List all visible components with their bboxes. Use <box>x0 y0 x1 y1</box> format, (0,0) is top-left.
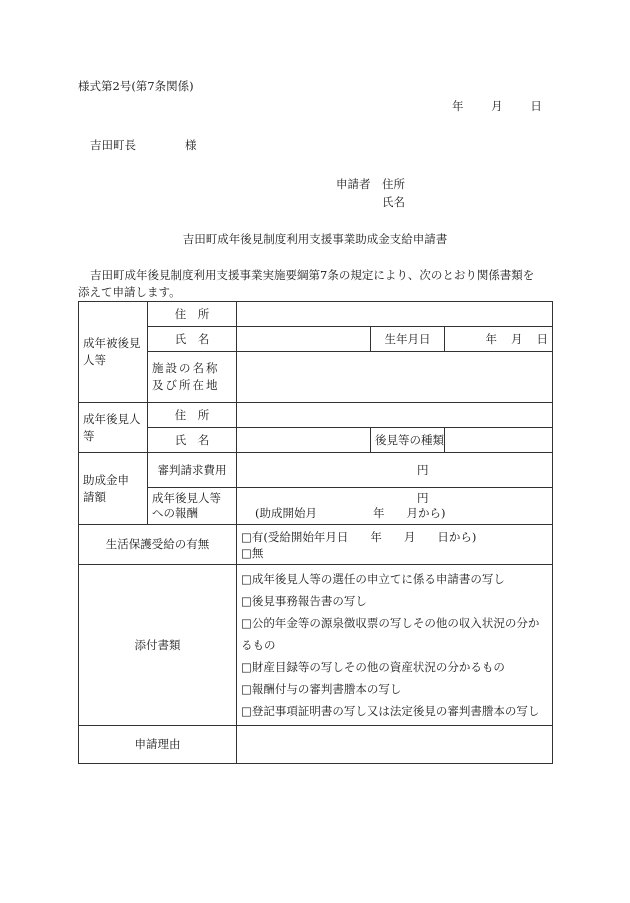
date-day: 日 <box>530 99 542 113</box>
guardian-address-row <box>79 403 553 428</box>
welfare-yes-checkbox[interactable]: □有(受給開始年月日 年 月 日から) <box>241 529 477 544</box>
ward-facility-row <box>79 352 553 403</box>
guardian-group-label: 成年後見人等 <box>79 403 148 453</box>
ward-name-label: 氏 名 <box>148 327 237 352</box>
ward-name-field[interactable] <box>237 327 371 352</box>
facility-label: 施設の名称及び所在地 <box>148 352 237 403</box>
trial-fee-field[interactable]: 円 <box>237 453 553 488</box>
remuneration-label: 成年後見人等への報酬 <box>148 488 237 525</box>
reason-label: 申請理由 <box>79 726 237 764</box>
applicant-name-label: 氏名 <box>382 195 405 209</box>
date-line <box>452 99 542 113</box>
guardian-name-field[interactable] <box>237 428 371 453</box>
facility-field[interactable] <box>237 352 553 403</box>
applicant-address-label: 住所 <box>382 177 405 191</box>
guardian-name-label: 氏 名 <box>148 428 237 453</box>
welfare-options <box>237 525 553 565</box>
welfare-row <box>79 525 553 565</box>
date-year: 年 <box>452 99 464 113</box>
guardian-address-field[interactable] <box>237 403 553 428</box>
welfare-no-checkbox[interactable]: □無 <box>241 545 264 560</box>
birth-date-field[interactable]: 年 月 日 <box>445 327 553 352</box>
attachment-item-4[interactable]: □財産目録等の写しその他の資産状況の分かるもの <box>241 660 505 674</box>
honorific: 様 <box>185 138 197 152</box>
reason-row <box>79 726 553 764</box>
document-title: 吉田町成年後見制度利用支援事業助成金支給申請書 <box>182 232 448 246</box>
remuneration-row <box>79 488 553 525</box>
guardianship-type-field[interactable] <box>445 428 553 453</box>
attachments-label: 添付書類 <box>79 565 237 726</box>
applicant-label: 申請者 <box>336 177 371 191</box>
attachment-item-2[interactable]: □後見事務報告書の写し <box>241 594 367 608</box>
guardian-name-row <box>79 428 553 453</box>
date-month: 月 <box>491 99 503 113</box>
addressee: 吉田町長 <box>90 138 136 152</box>
attachment-item-1[interactable]: □成年後見人等の選任の申立てに係る申請書の写し <box>241 572 505 586</box>
guardian-address-label: 住 所 <box>148 403 237 428</box>
ward-address-label: 住 所 <box>148 302 237 327</box>
attachment-item-3[interactable]: □公的年金等の源泉徴収票の写しその他の収入状況の分かるもの <box>241 616 540 652</box>
reason-field[interactable] <box>237 726 553 764</box>
intro-line-1: 吉田町成年後見制度利用支援事業実施要綱第7条の規定により、次のとおり関係書類を <box>90 268 535 282</box>
intro-line-2: 添えて申請します。 <box>78 285 181 299</box>
form-number: 様式第2号(第7条関係) <box>78 79 194 93</box>
birth-date-label: 生年月日 <box>371 327 445 352</box>
attachments-list <box>237 565 553 726</box>
welfare-label: 生活保護受給の有無 <box>79 525 237 565</box>
attachments-row <box>79 565 553 726</box>
ward-name-row <box>79 327 553 352</box>
ward-group-label: 成年被後見人等 <box>79 302 148 403</box>
guardianship-type-label: 後見等の種類 <box>371 428 445 453</box>
remuneration-field[interactable]: 円 (助成開始月 年 月から) <box>237 488 553 525</box>
trial-fee-label: 審判請求費用 <box>148 453 237 488</box>
grant-group-label: 助成金申請額 <box>79 453 148 525</box>
ward-address-row <box>79 302 553 327</box>
ward-address-field[interactable] <box>237 302 553 327</box>
application-table <box>78 301 553 764</box>
attachment-item-6[interactable]: □登記事項証明書の写し又は法定後見の審判書謄本の写し <box>241 704 540 718</box>
trial-fee-row <box>79 453 553 488</box>
attachment-item-5[interactable]: □報酬付与の審判書謄本の写し <box>241 682 402 696</box>
